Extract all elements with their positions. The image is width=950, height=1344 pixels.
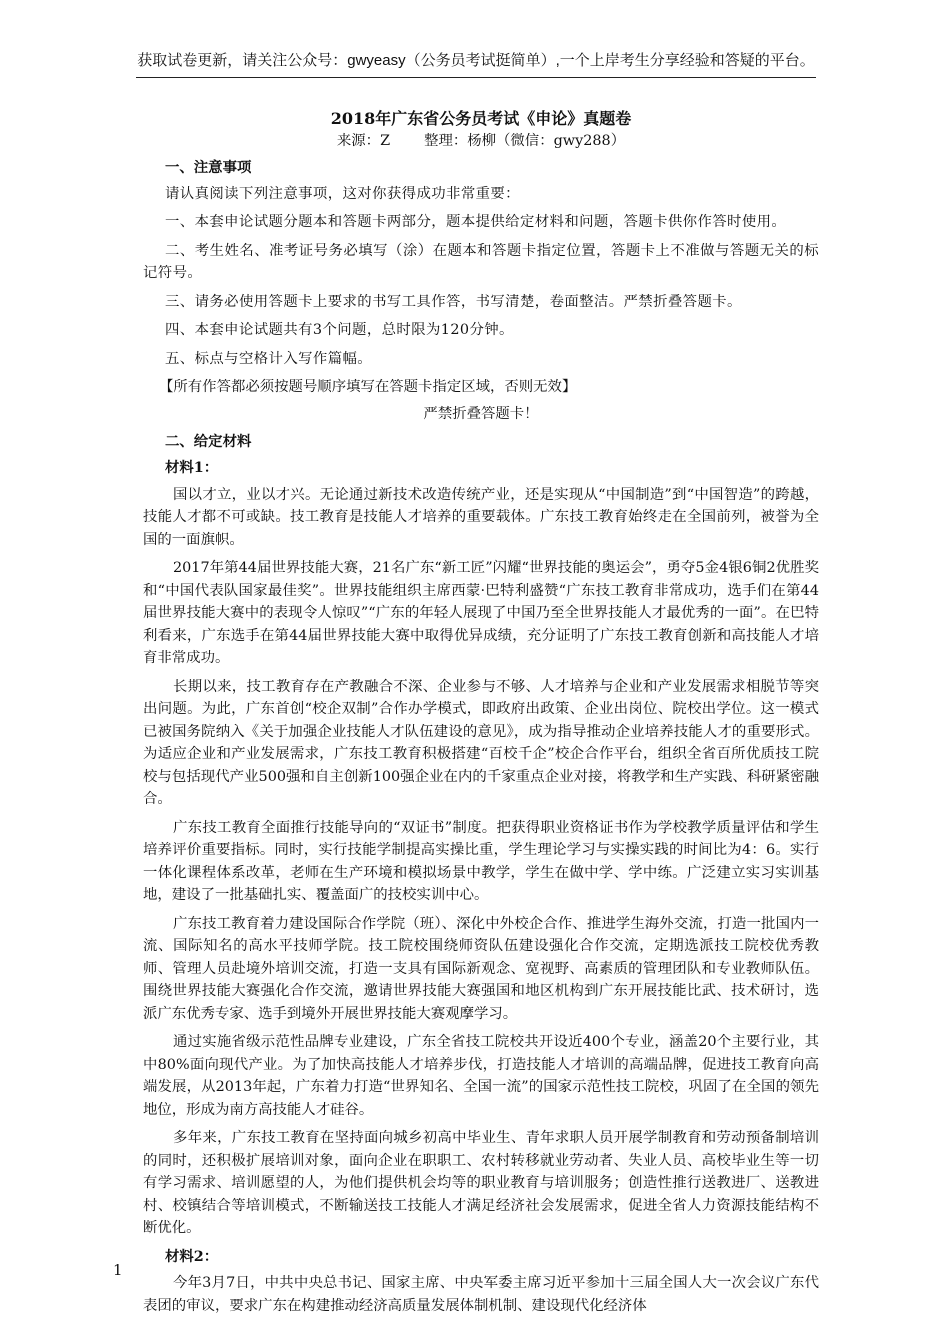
header-divider [136, 77, 816, 78]
doc-source-line [143, 130, 819, 153]
material-1-paragraph: 广东技工教育全面推行技能导向的“双证书”制度。把获得职业资格证书作为学校教学质量评估和学生培养评价重要指标。同时，实行技能学制提高实操比重，学生理论学习与实操实践的时间比为4：6。实行一体化课程体系改革，老师在生产环境和模拟场景中教学，学生在做中学、学中练。广泛建立实习实训基地，建设了一批基础扎实、覆盖面广的技校实训中心。 [143, 819, 819, 903]
notes-heading: 一、注意事项 [165, 158, 252, 176]
doc-title: 2018年广东省公务员考试《申论》真题卷 [330, 109, 632, 128]
notes-item-1: 一、本套申论试题分题本和答题卡两部分，题本提供给定材料和问题，答题卡供你作答时使用。 [165, 214, 787, 230]
material-1-paragraph: 通过实施省级示范性品牌专业建设，广东全省技工院校共开设近400个专业，涵盖20个主要行业，其中80%面向现代产业。为了加快高技能人才培养步伐，打造技能人才培训的高端品牌，促进技工教育向高端发展，从2013年起，广东着力打造“世界知名、全国一流”的国家示范性技工院校，巩固了在全国的领先地位，形成为南方高技能人才硅谷。 [143, 1034, 819, 1118]
notes-item-5: 五、标点与空格计入写作篇幅。 [165, 350, 373, 367]
material-1-paragraph: 多年来，广东技工教育在坚持面向城乡初高中毕业生、青年求职人员开展学制教育和劳动预备制培训的同时，还积极扩展培训对象，面向企业在职职工、农村转移就业劳动者、失业人员、高校毕业生等一切有学习需求、培训愿望的人，为他们提供机会均等的职业教育与培训服务；创造性推行送教进厂、送教进村、校镇结合等培训模式，不断输送技工技能人才满足经济社会发展需求，促进全省人力资源技能结构不断优化。 [143, 1130, 819, 1236]
notes-warning: 严禁折叠答题卡！ [423, 405, 539, 422]
doc-source: 来源：Z [336, 133, 391, 149]
material-1-paragraph: 长期以来，技工教育存在产教融合不深、企业参与不够、人才培养与企业和产业发展需求相脱节等突出问题。为此，广东首创“校企双制”合作办学模式，即政府出政策、企业出岗位、院校出学位。这一模式已被国务院纳入《关于加强企业技能人才队伍建设的意见》，成为指导推动企业培养技能人才的重要形式。为适应企业和产业发展需求，广东技工教育积极搭建“百校千企”校企合作平台，组织全省百所优质技工院校与包括现代产业500强和自主创新100强企业在内的千家重点企业对接，将教学和生产实践、科研紧密融合。 [143, 678, 819, 807]
material-1-label: 材料1： [165, 459, 219, 476]
page-number: 1 [113, 1261, 123, 1279]
notes-item-2: 二、考生姓名、准考证号务必填写（涂）在题本和答题卡指定位置，答题卡上不准做与答题无关的标记符号。 [143, 242, 819, 281]
document-body [143, 108, 819, 1323]
material-1-paragraph: 2017年第44届世界技能大赛，21名广东“新工匠”闪耀“世界技能的奥运会”，勇夺5金4银6铜2优胜奖和“中国代表队国家最佳奖”。世界技能组织主席西蒙·巴特利盛赞“广东技工教育非常成功，选手们在第44届世界技能大赛中的表现令人惊叹”“广东的年轻人展现了中国乃至全世界技能人才最优秀的一面”。在巴特利看来，广东选手在第44届世界技能大赛中取得优异成绩，充分证明了广东技工教育创新和高技能人才培育非常成功。 [143, 560, 819, 666]
material-2-label: 材料2： [165, 1247, 219, 1265]
notes-intro: 请认真阅读下列注意事项，这对你获得成功非常重要： [165, 185, 520, 202]
doc-editor: 整理：杨柳（微信：gwy288） [424, 133, 626, 149]
material-2-paragraph: 今年3月7日，中共中央总书记、国家主席、中央军委主席习近平参加十三届全国人大一次会议广东代表团的审议，要求广东在构建推动经济高质量发展体制机制、建设现代化经济体 [143, 1275, 819, 1314]
materials-heading: 二、给定材料 [165, 433, 252, 450]
notes-item-3: 三、请务必使用答题卡上要求的书写工具作答，书写清楚，卷面整洁。严禁折叠答题卡。 [165, 293, 742, 310]
material-1-paragraph: 国以才立，业以才兴。无论通过新技术改造传统产业，还是实现从“中国制造”到“中国智造”的跨越，技能人才都不可或缺。技工教育是技能人才培养的重要载体。广东技工教育始终走在全国前列，被誉为全国的一面旗帜。 [143, 486, 819, 548]
notes-bracket: 【所有作答都必须按题号顺序填写在答题卡指定区域，否则无效】 [159, 379, 577, 395]
header-banner: 获取试卷更新，请关注公众号：gwyeasy（公务员考试挺简单）,一个上岸考生分享经验和答疑的平台。 [137, 52, 815, 69]
notes-item-4: 四、本套申论试题共有3个问题，总时限为120分钟。 [165, 322, 514, 338]
material-1-paragraph: 广东技工教育着力建设国际合作学院（班）、深化中外校企合作、推进学生海外交流，打造一批国内一流、国际知名的高水平技师学院。技工院校围绕师资队伍建设强化合作交流，定期选派技工院校优秀教师、管理人员赴境外培训交流，打造一支具有国际新观念、宽视野、高素质的管理团队和专业教师队伍。围绕世界技能大赛强化合作交流，邀请世界技能大赛强国和地区机构到广东开展技能比武、技术研讨，选派广东优秀专家、选手到境外开展世界技能大赛观摩学习。 [143, 915, 819, 1022]
